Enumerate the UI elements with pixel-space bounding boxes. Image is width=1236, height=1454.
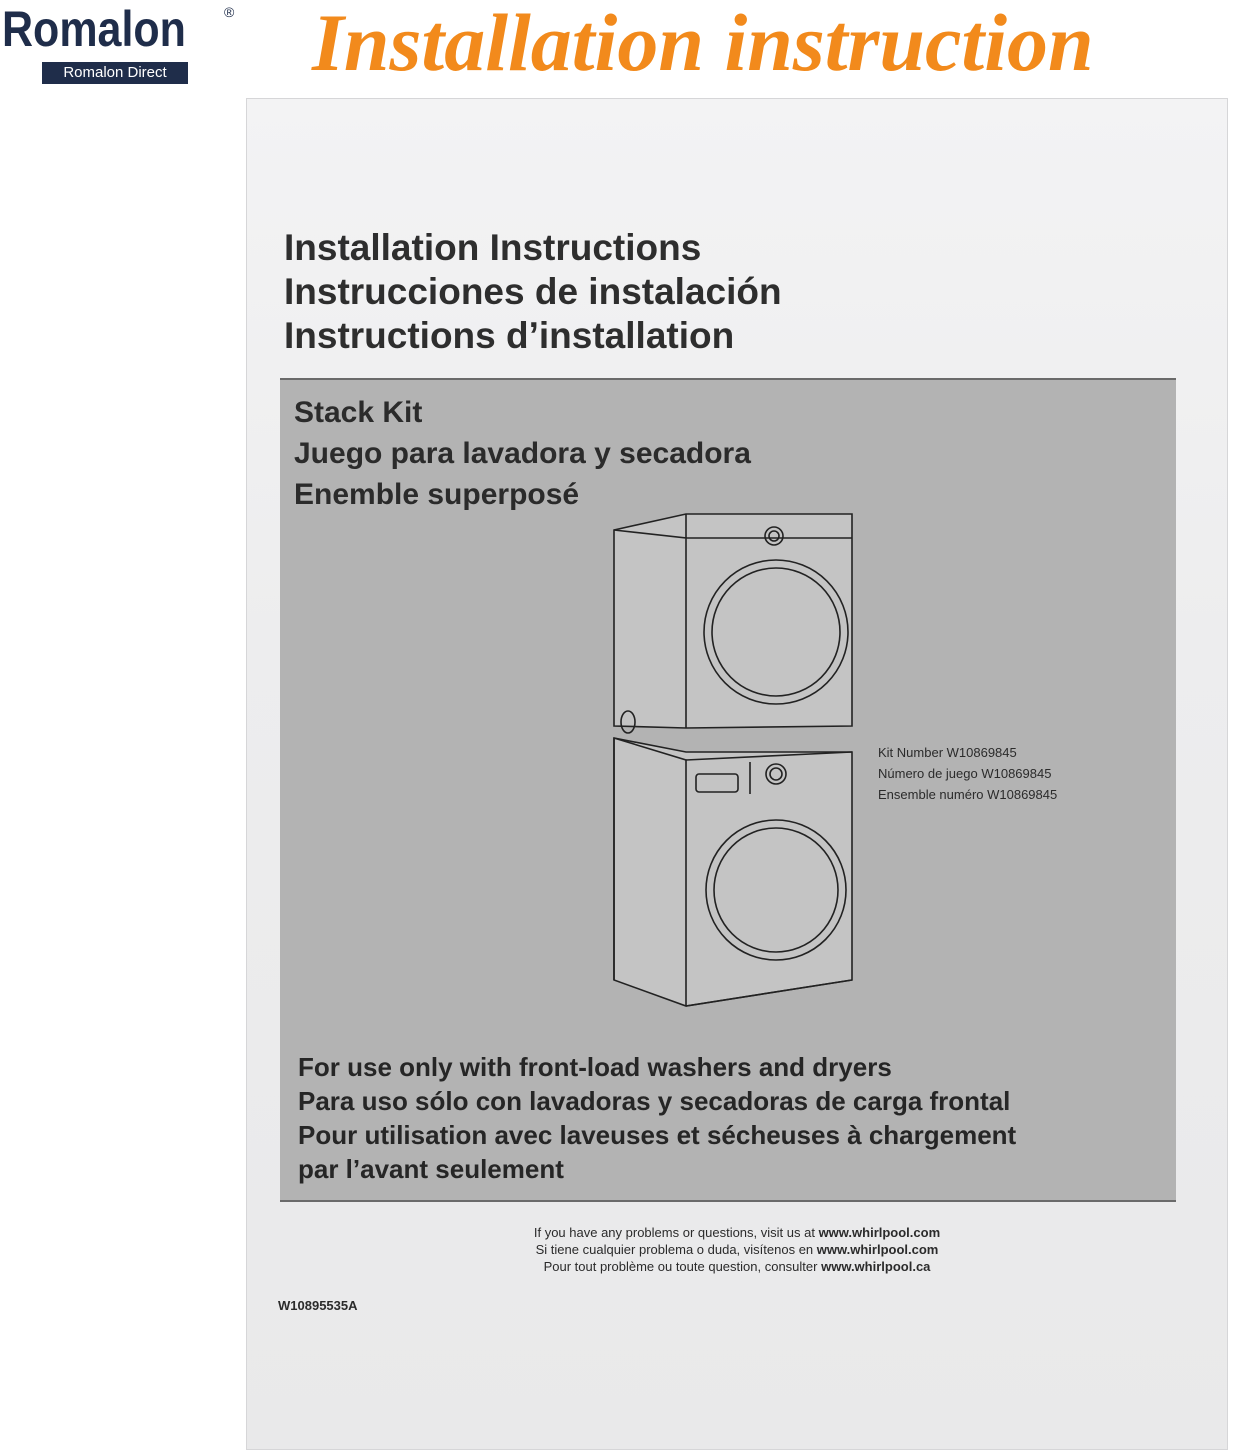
kit-number-english: Kit Number W10869845 bbox=[878, 745, 1017, 760]
brand-name: Romalon bbox=[2, 1, 186, 57]
kit-title-french: Enemble superposé bbox=[294, 478, 580, 511]
contact-block bbox=[246, 1224, 1228, 1275]
website-link: www.whirlpool.com bbox=[816, 1242, 939, 1257]
title-french: Instructions d’installation bbox=[284, 315, 735, 356]
kit-title-english: Stack Kit bbox=[294, 396, 423, 429]
usage-french-1: Pour utilisation avec laveuses et sécheuses à chargement bbox=[298, 1120, 1017, 1150]
title-spanish: Instrucciones de instalación bbox=[284, 271, 782, 312]
instruction-booklet bbox=[246, 98, 1228, 1450]
kit-number-french: Ensemble numéro W10869845 bbox=[878, 787, 1058, 802]
grey-panel bbox=[280, 378, 1176, 1202]
title-english: Installation Instructions bbox=[284, 227, 702, 268]
contact-text: If you have any problems or questions, visit us at bbox=[533, 1225, 819, 1240]
booklet-titles bbox=[284, 226, 782, 358]
contact-text: Si tiene cualquier problema o duda, visítenos en bbox=[535, 1242, 817, 1257]
contact-line-english bbox=[246, 1224, 1228, 1241]
brand-subtitle: Romalon Direct bbox=[42, 62, 188, 84]
registered-mark: ® bbox=[224, 4, 235, 20]
usage-french-2: par l’avant seulement bbox=[298, 1154, 564, 1184]
kit-number-block bbox=[878, 742, 1057, 805]
usage-notes bbox=[298, 1050, 1016, 1186]
page-headline: Installation instruction bbox=[312, 0, 1094, 88]
contact-text: Pour tout problème ou toute question, consulter bbox=[543, 1259, 822, 1274]
website-link: www.whirlpool.com bbox=[818, 1225, 941, 1240]
part-number: W10895535A bbox=[278, 1298, 358, 1313]
usage-spanish: Para uso sólo con lavadoras y secadoras de carga frontal bbox=[298, 1086, 1011, 1116]
usage-english: For use only with front-load washers and dryers bbox=[298, 1052, 892, 1082]
stacked-washer-dryer-icon bbox=[610, 512, 860, 1012]
kit-number-spanish: Número de juego W10869845 bbox=[878, 766, 1052, 781]
website-link: www.whirlpool.ca bbox=[821, 1259, 931, 1274]
kit-title-spanish: Juego para lavadora y secadora bbox=[294, 437, 751, 470]
contact-line-french bbox=[246, 1258, 1228, 1275]
contact-line-spanish bbox=[246, 1241, 1228, 1258]
kit-titles bbox=[294, 392, 751, 515]
brand-logo bbox=[2, 1, 240, 81]
